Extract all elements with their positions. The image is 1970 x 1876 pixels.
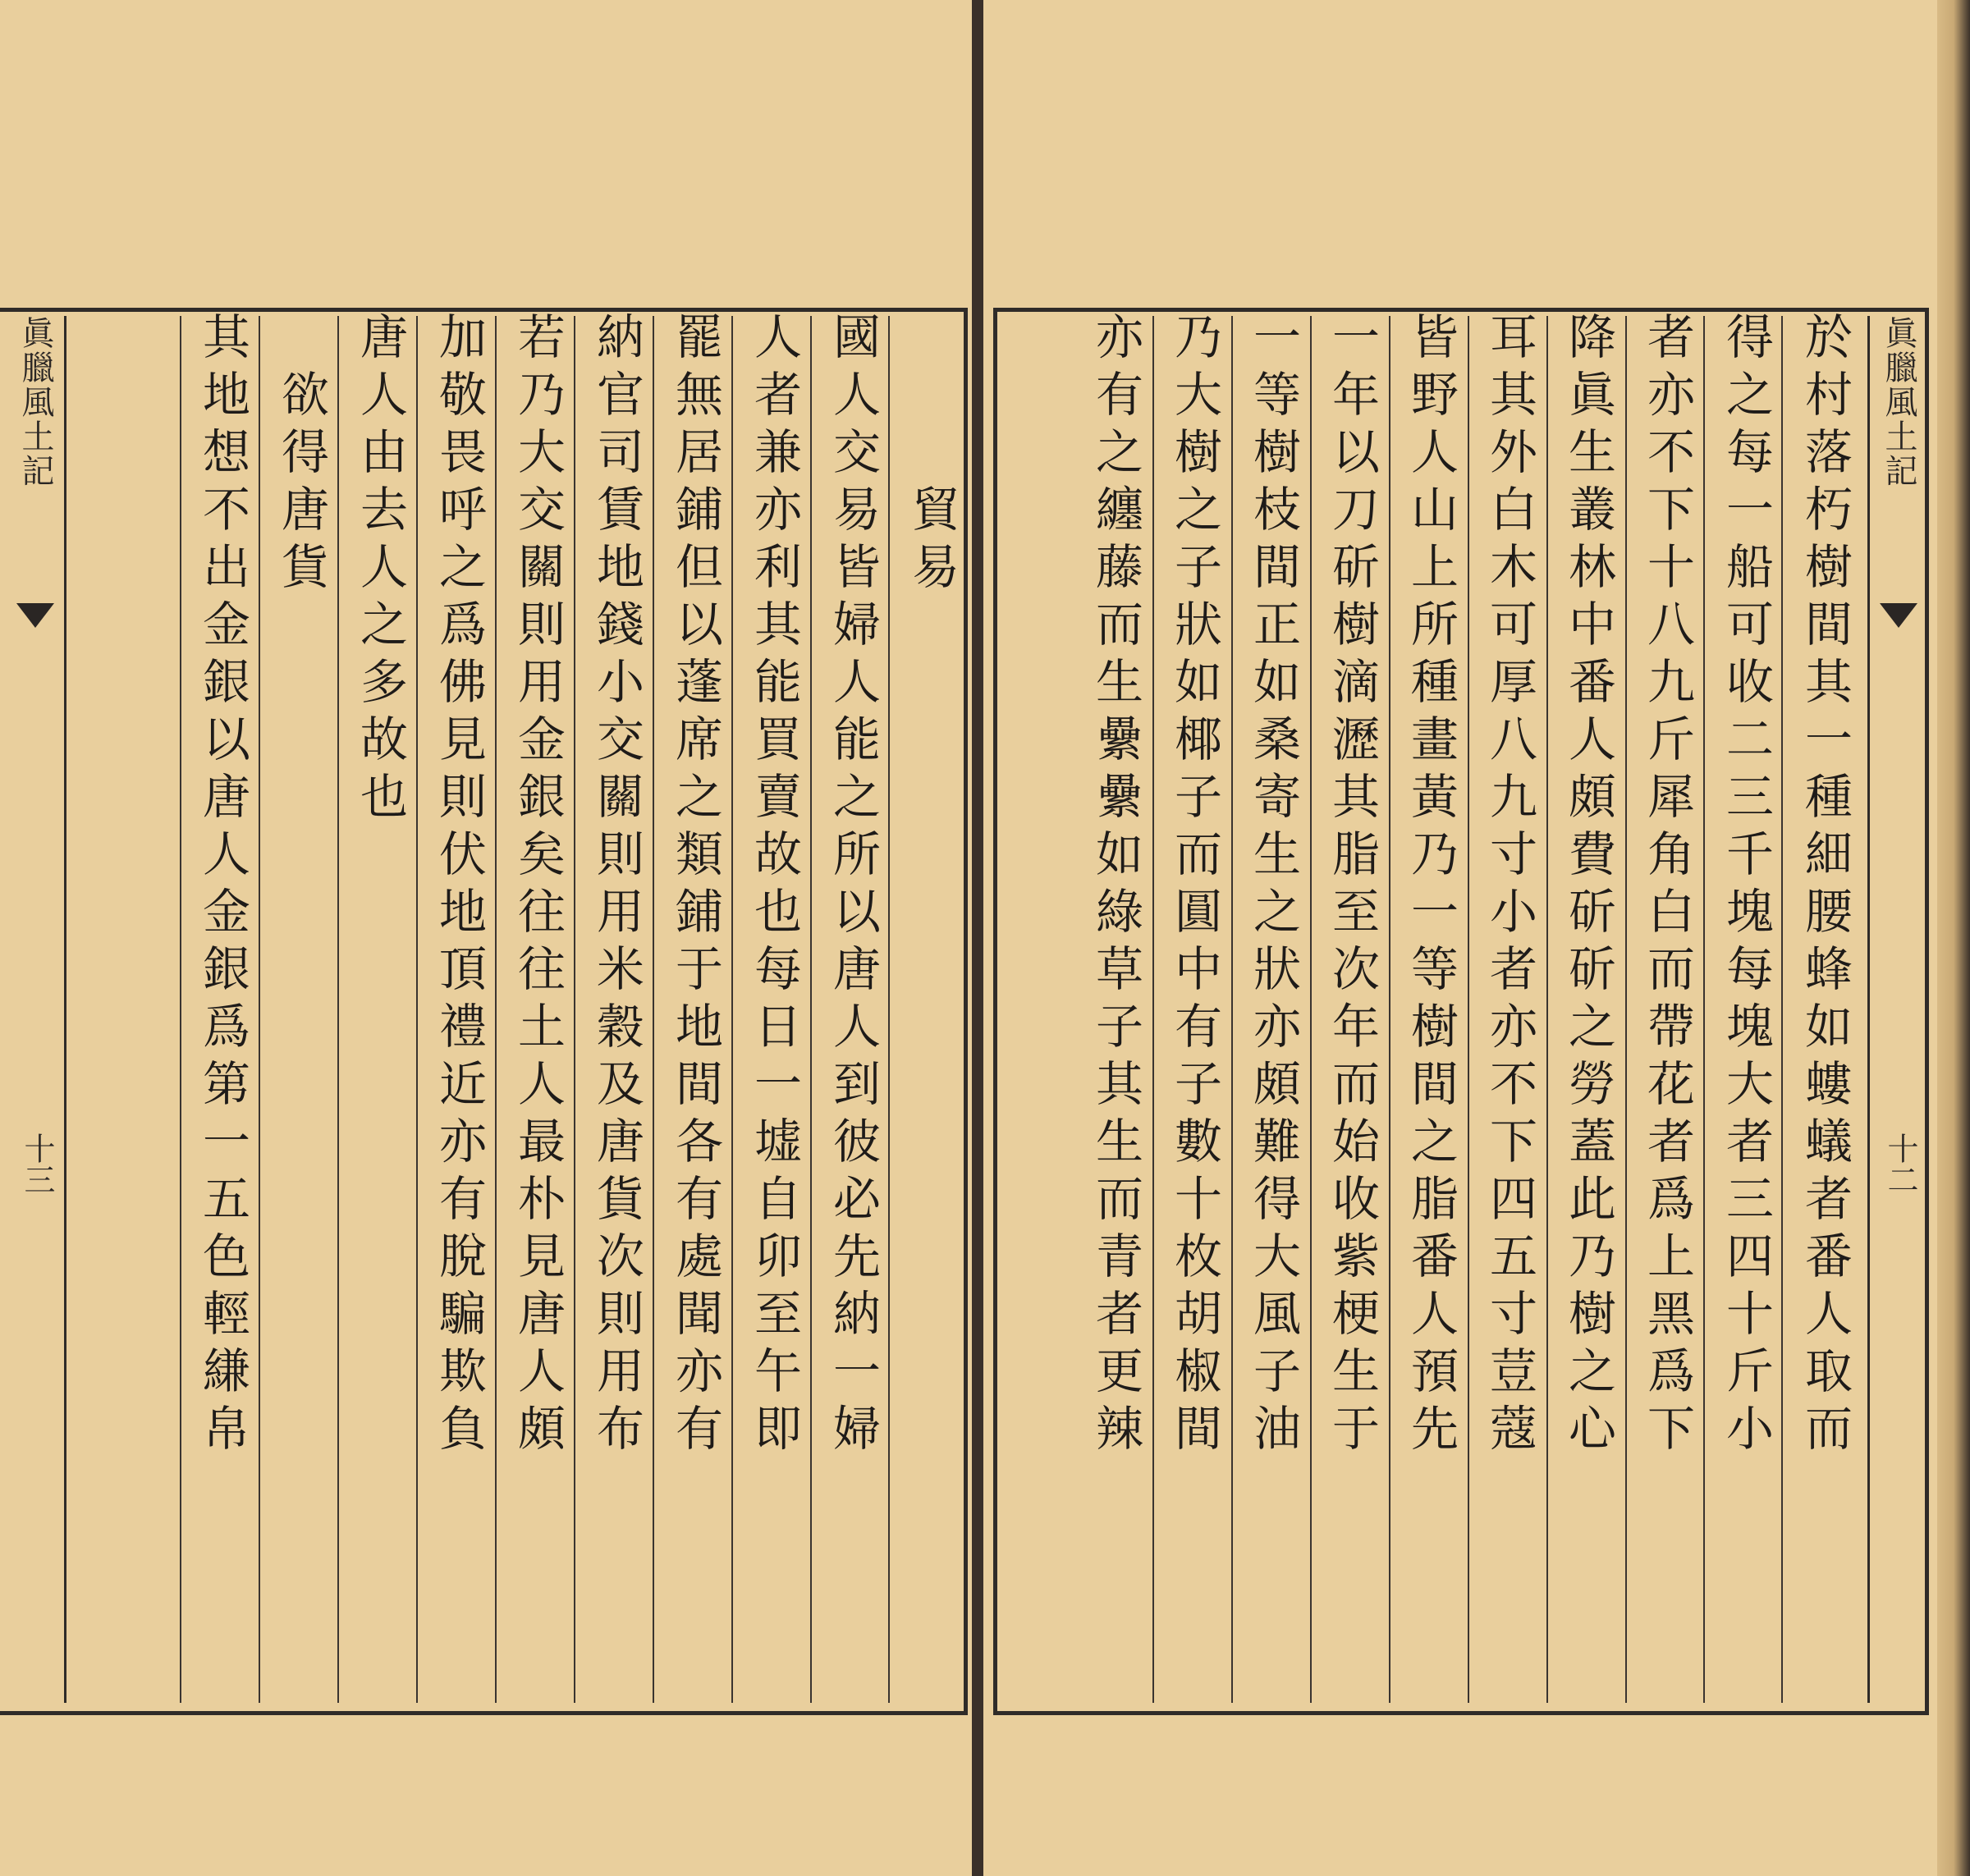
column-rule (1546, 316, 1548, 1703)
column-rule (1231, 316, 1233, 1703)
text-column: 乃大樹之子狀如椰子而圓中有子數十枚胡椒間 (1166, 312, 1222, 1461)
left-banxin-rule (64, 316, 66, 1703)
text-column: 若乃大交關則用金銀矣往往土人最朴見唐人頗 (510, 312, 566, 1461)
text-column: 一年以刀斫樹滴瀝其脂至次年而始收紫梗生于 (1324, 312, 1380, 1461)
column-rule (888, 316, 890, 1703)
section-heading: 貿易 (904, 484, 960, 599)
text-column: 皆野人山上所種畫黃乃一等樹間之脂番人預先 (1403, 312, 1459, 1461)
column-rule (1468, 316, 1469, 1703)
right-banxin-rule (1867, 316, 1870, 1703)
left-banxin-title: 眞臘風土記 (16, 316, 54, 488)
text-column: 國人交易皆婦人能之所以唐人到彼必先納一婦 (825, 312, 881, 1461)
text-column: 唐人由去人之多故也 (352, 312, 408, 829)
column-rule (1310, 316, 1312, 1703)
column-rule (259, 316, 260, 1703)
text-column: 降眞生叢林中番人頗費斫斫之勞蓋此乃樹之心 (1560, 312, 1616, 1461)
section-heading: 欲得唐貨 (273, 369, 329, 599)
right-banxin-title: 眞臘風土記 (1880, 316, 1917, 488)
text-column: 其地想不出金銀以唐人金銀爲第一五色輕縑帛 (195, 312, 250, 1461)
text-column: 於村落朽樹間其一種細腰蜂如螻蟻者番人取而 (1797, 312, 1853, 1461)
column-rule (1625, 316, 1627, 1703)
text-column: 加敬畏呼之爲佛見則伏地頂禮近亦有脫騙欺負 (431, 312, 487, 1461)
column-rule (1152, 316, 1154, 1703)
column-rule (1389, 316, 1390, 1703)
left-folio-number: 十三 (19, 1132, 55, 1195)
column-rule (810, 316, 812, 1703)
column-rule (1781, 316, 1783, 1703)
text-column: 人者兼亦利其能買賣故也每日一墟自卯至午即 (746, 312, 802, 1461)
right-folio-number: 十二 (1882, 1132, 1918, 1195)
column-rule (731, 316, 733, 1703)
text-column: 一等樹枝間正如桑寄生之狀亦頗難得大風子油 (1245, 312, 1301, 1461)
book-gutter (972, 0, 983, 1876)
column-rule (416, 316, 418, 1703)
text-column: 納官司賃地錢小交關則用米穀及唐貨次則用布 (589, 312, 644, 1461)
text-column: 罷無居鋪但以蓬席之類鋪于地間各有處聞亦有 (667, 312, 723, 1461)
column-rule (495, 316, 497, 1703)
column-rule (574, 316, 575, 1703)
column-rule (180, 316, 181, 1703)
text-column: 者亦不下十八九斤犀角白而帶花者爲上黑爲下 (1639, 312, 1695, 1461)
column-rule (1703, 316, 1705, 1703)
page-edge (1937, 0, 1970, 1876)
column-rule (653, 316, 654, 1703)
text-column: 亦有之纏藤而生纍纍如綠草子其生而青者更辣 (1088, 312, 1143, 1461)
text-column: 耳其外白木可厚八九寸小者亦不下四五寸荳蔻 (1482, 312, 1537, 1461)
text-column: 得之每一船可收二三千塊每塊大者三四十斤小 (1718, 312, 1774, 1461)
column-rule (337, 316, 339, 1703)
